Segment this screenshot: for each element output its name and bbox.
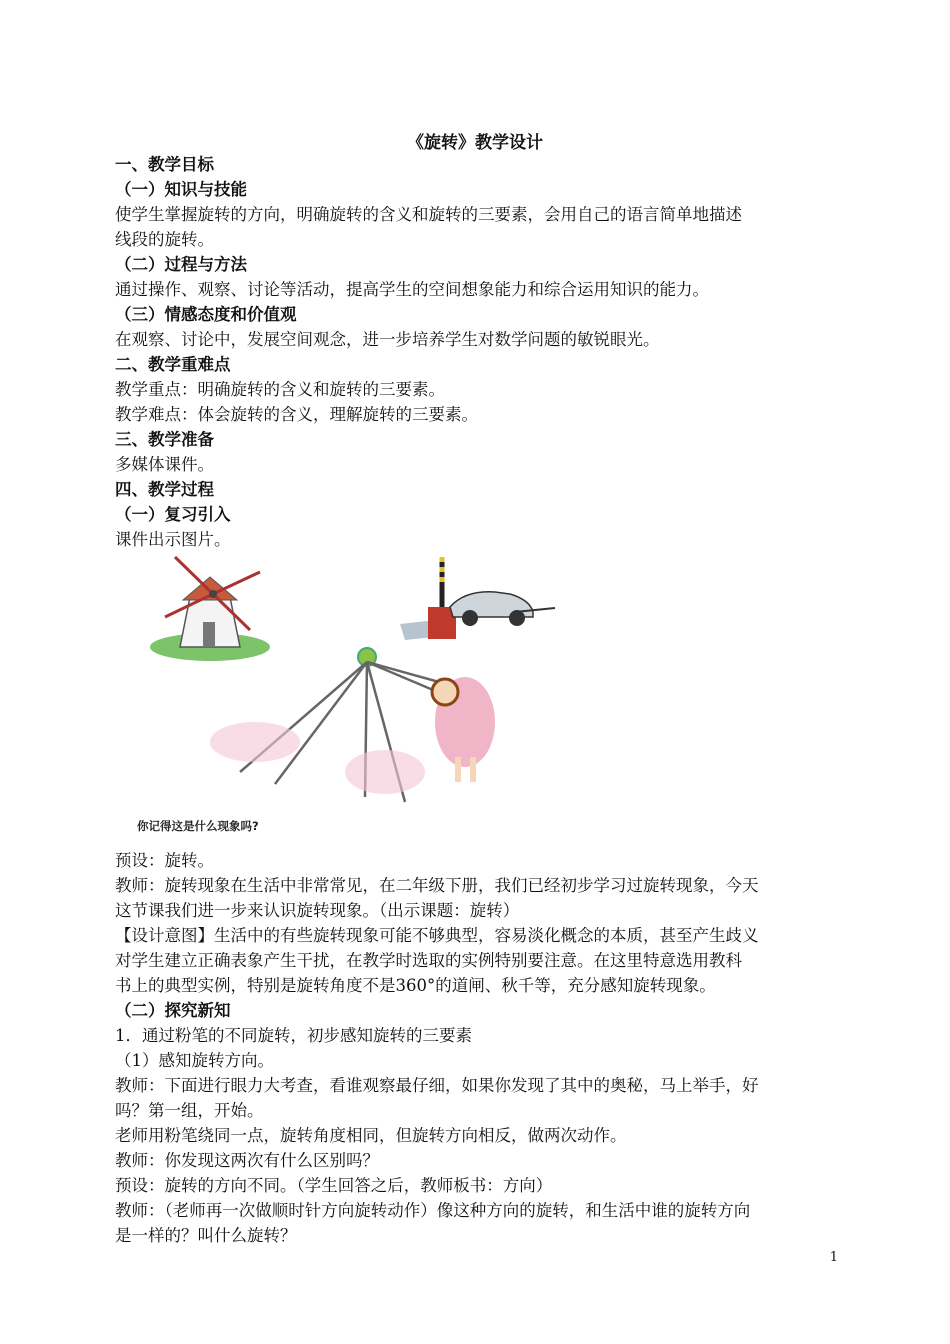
paragraph-line: 【设计意图】生活中的有些旋转现象可能不够典型，容易淡化概念的本质，甚至产生歧义 — [115, 926, 759, 945]
paragraph-line: 这节课我们进一步来认识旋转现象。（出示课题：旋转） — [115, 901, 520, 920]
body-section-bottom — [115, 848, 845, 1248]
paragraph-line: 老师用粉笔绕同一点，旋转角度相同，但旋转方向相反，做两次动作。 — [115, 1126, 627, 1145]
section-heading: （二）探究新知 — [115, 1001, 231, 1020]
section-heading: （二）过程与方法 — [115, 255, 247, 274]
section-heading: 二、教学重难点 — [115, 355, 231, 374]
document-title: 《旋转》教学设计 — [407, 133, 543, 153]
paragraph-line: 使学生掌握旋转的方向，明确旋转的含义和旋转的三要素，会用自己的语言简单地描述 — [115, 205, 742, 224]
paragraph-line: （1）感知旋转方向。 — [115, 1051, 274, 1070]
section-heading: （一）复习引入 — [115, 505, 231, 524]
paragraph-line: 在观察、讨论中，发展空间观念，进一步培养学生对数学问题的敏锐眼光。 — [115, 330, 660, 349]
paragraph-line: 是一样的？叫什么旋转？ — [115, 1226, 297, 1245]
body-section-top — [115, 152, 845, 552]
paragraph-line: 线段的旋转。 — [115, 230, 214, 249]
section-heading: 四、教学过程 — [115, 480, 214, 499]
section-heading: （一）知识与技能 — [115, 180, 247, 199]
paragraph-line: 多媒体课件。 — [115, 455, 214, 474]
paragraph-line: 教学难点：体会旋转的含义，理解旋转的三要素。 — [115, 405, 478, 424]
rotation-illustration — [135, 552, 695, 848]
document-body — [115, 152, 845, 1248]
windmill-drawing — [150, 557, 270, 661]
paragraph-line: 课件出示图片。 — [115, 530, 231, 549]
paragraph-line: 通过操作、观察、讨论等活动，提高学生的空间想象能力和综合运用知识的能力。 — [115, 280, 709, 299]
section-heading: （三）情感态度和价值观 — [115, 305, 297, 324]
paragraph-line: 教师：（老师再一次做顺时针方向旋转动作）像这种方向的旋转，和生活中谁的旋转方向 — [115, 1201, 751, 1220]
paragraph-line: 预设：旋转。 — [115, 851, 214, 870]
page-number: 1 — [829, 1250, 838, 1265]
section-heading: 一、教学目标 — [115, 155, 214, 174]
paragraph-line: 对学生建立正确表象产生干扰，在教学时选取的实例特别要注意。在这里特意选用教科 — [115, 951, 742, 970]
section-heading: 三、教学准备 — [115, 430, 214, 449]
paragraph-line: 吗？第一组，开始。 — [115, 1101, 264, 1120]
paragraph-line: 教师：下面进行眼力大考查，看谁观察最仔细，如果你发现了其中的奥秘，马上举手，好 — [115, 1076, 759, 1095]
image-caption: 你记得这是什么现象吗? — [137, 819, 259, 833]
barrier-gate-drawing — [400, 557, 555, 640]
paragraph-line: 教学重点：明确旋转的含义和旋转的三要素。 — [115, 380, 445, 399]
paragraph-line: 书上的典型实例，特别是旋转角度不是360°的道闸、秋千等，充分感知旋转现象。 — [115, 976, 716, 995]
illustration-block — [115, 552, 845, 848]
paragraph-line: 教师：旋转现象在生活中非常常见，在二年级下册，我们已经初步学习过旋转现象，今天 — [115, 876, 759, 895]
swing-drawing — [210, 648, 495, 802]
paragraph-line: 教师：你发现这两次有什么区别吗？ — [115, 1151, 379, 1170]
paragraph-line: 预设：旋转的方向不同。（学生回答之后，教师板书：方向） — [115, 1176, 553, 1195]
paragraph-line: 1．通过粉笔的不同旋转，初步感知旋转的三要素 — [115, 1026, 472, 1045]
